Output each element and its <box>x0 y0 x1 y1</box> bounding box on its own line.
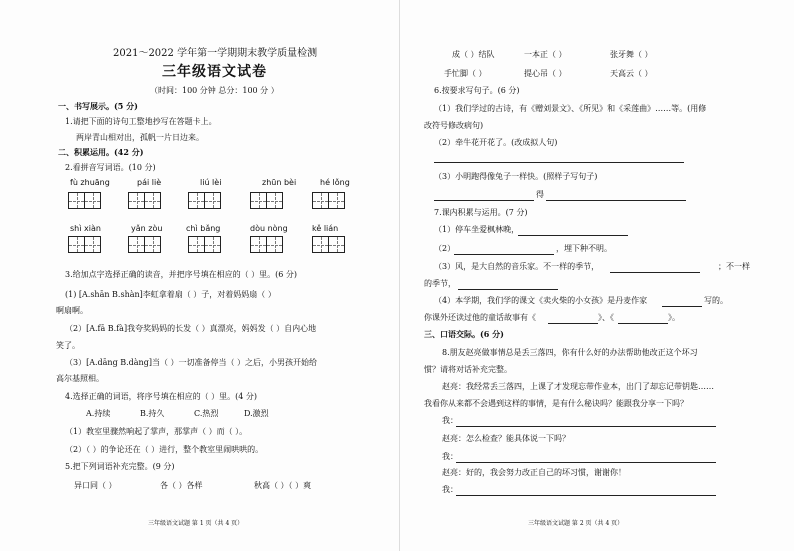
question-5: 5.把下列词语补充完整。(9 分) <box>65 462 175 471</box>
dialogue-me-2: 我： <box>442 452 458 461</box>
dialogue-zhaoliang-1-cont: 我看你从来都不会遇到这样的事情，是有什么秘诀吗？能跟我分享一下吗？ <box>424 399 688 408</box>
question-7-4: （4）本学期，我们学的课文《卖火柴的小女孩》是丹麦作家 <box>434 296 648 305</box>
question-7-4-mid: 》、《 <box>598 313 614 322</box>
pinyin-10: kě lián <box>312 224 339 233</box>
question-6-1-cont: 改符号修改病句) <box>424 121 484 130</box>
writing-box-pair[interactable] <box>250 236 282 253</box>
question-7: 7.课内积累与运用。(7 分) <box>434 208 528 217</box>
writing-box-pair[interactable] <box>312 192 344 209</box>
question-4-1: （1）教室里骤然响起了掌声，那掌声（ ）而（ ）。 <box>65 427 248 436</box>
question-7-2: ，埋下种不明。 <box>556 244 612 253</box>
question-7-4-end: 》。 <box>668 313 680 322</box>
idiom-8: 提心吊（ ） <box>524 69 567 78</box>
dialogue-zhaoliang-1: 赵亮：我经常丢三落四，上课了才发现忘带作业本，出门了却忘记带钥匙…… <box>442 382 714 391</box>
question-7-3-tail: ；不一样 <box>718 262 750 271</box>
dialogue-me-3: 我： <box>442 485 458 494</box>
question-3-1-cont: 啊扇啊。 <box>56 306 88 315</box>
writing-box-pair[interactable] <box>128 192 160 209</box>
pinyin-1: fù zhuāng <box>70 178 110 187</box>
option-b: B.持久 <box>140 409 165 418</box>
idiom-7: 手忙脚（ ） <box>444 69 487 78</box>
section-2-heading: 二、积累运用。(42 分) <box>58 147 144 157</box>
question-8-cont: 惯？请将对话补充完整。 <box>424 365 512 374</box>
answer-line[interactable] <box>456 495 716 496</box>
question-3-3-cont: 高尔基照相。 <box>56 374 104 383</box>
question-6-3: （3）小明跑得像兔子一样快。(照样子写句子) <box>434 172 598 181</box>
writing-box-pair[interactable] <box>188 192 220 209</box>
pinyin-6: shì xiàn <box>70 224 101 233</box>
question-3: 3.给加点字选择正确的读音，并把序号填在相应的（ ）里。(6 分) <box>65 270 298 279</box>
question-6-3-de: 得 <box>536 190 544 199</box>
answer-line[interactable] <box>434 162 684 163</box>
question-4-2: （2）（ ）的争论还在（ ）进行，整个教室里闹哄哄的。 <box>65 445 264 454</box>
question-6-1: （1）我们学过的古诗，有《赠刘景文》、《所见》和《采莲曲》……等。(用修 <box>434 104 707 113</box>
section-1-heading: 一、书写展示。(5 分) <box>58 101 138 111</box>
section-3-heading: 三、口语交际。(6 分) <box>424 329 504 339</box>
question-3-3: （3）[A.dāng B.dàng]当（ ）一切准备停当（ ）之后，小男孩开始给 <box>65 358 318 367</box>
page-footer: 三年级语文试题 第 1 页（共 4 页） <box>148 520 244 527</box>
question-4: 4.选择正确的词语，将序号填在相应的（ ）里。(4 分) <box>65 392 258 401</box>
answer-line[interactable] <box>458 289 558 290</box>
question-7-4-cont: 你课外还读过他的童话故事有《 <box>424 313 536 322</box>
question-3-1: (1) [A.shān B.shàn]李虹拿着扇（ ）子，对着妈妈扇（ ） <box>65 290 276 299</box>
pinyin-4: zhūn bèi <box>262 178 297 187</box>
question-7-4-tail: 写的。 <box>704 296 728 305</box>
answer-line[interactable] <box>518 235 628 236</box>
question-7-3: （3）风，是大自然的音乐家。不一样的季节， <box>434 262 600 271</box>
page-2 <box>400 0 794 551</box>
answer-line[interactable] <box>456 426 716 427</box>
question-3-2: （2）[A.fā B.fà]我夸奖妈妈的长发（ ）真漂亮，妈妈发（ ）自内心地 <box>65 324 317 333</box>
question-1: 1.请把下面的诗句工整地抄写在答题卡上。 <box>65 117 217 126</box>
pinyin-5: hé lǒng <box>320 178 350 187</box>
answer-line[interactable] <box>434 200 534 201</box>
option-c: C.热烈 <box>194 409 219 418</box>
idiom-9: 天高云（ ） <box>610 69 653 78</box>
pinyin-7: yǎn zòu <box>131 224 163 233</box>
dialogue-zhaoliang-2: 赵亮：怎么检查？能具体说一下吗？ <box>442 434 570 443</box>
question-6: 6.按要求写句子。(6 分) <box>434 86 520 95</box>
exam-title: 三年级语文试卷 <box>162 64 267 80</box>
idiom-2: 各（ ）各样 <box>160 481 203 490</box>
question-3-2-cont: 笑了。 <box>56 341 80 350</box>
answer-line[interactable] <box>610 272 700 273</box>
dialogue-zhaoliang-3: 赵亮：好的，我会努力改正自己的坏习惯，谢谢你！ <box>442 468 626 477</box>
time-info: （时间：100 分钟 总分：100 分 ） <box>150 86 279 95</box>
idiom-6: 张牙舞（ ） <box>610 50 653 59</box>
answer-line[interactable] <box>546 200 686 201</box>
question-7-3-cont: 的季节， <box>424 279 456 288</box>
option-a: A.持续 <box>86 409 111 418</box>
question-7-1: （1）停车坐爱枫林晚， <box>434 225 520 234</box>
answer-line[interactable] <box>456 462 716 463</box>
pinyin-3: liú lèi <box>200 178 222 187</box>
idiom-3: 秋高（ ）（ ）爽 <box>254 481 312 490</box>
question-7-2-num: （2） <box>434 244 456 253</box>
answer-line[interactable] <box>548 323 598 324</box>
pinyin-2: pái liè <box>137 178 162 187</box>
writing-box-pair[interactable] <box>188 236 220 253</box>
poem-line: 两岸青山相对出，孤帆一片日边来。 <box>76 133 204 142</box>
idiom-4: 成（ ）结队 <box>452 50 495 59</box>
pinyin-9: dòu nòng <box>250 224 288 233</box>
question-6-2: （2）牵牛花开花了。(改成拟人句) <box>434 138 558 147</box>
exam-header: 2021～2022 学年第一学期期末教学质量检测 <box>113 48 318 59</box>
option-d: D.激烈 <box>244 409 269 418</box>
writing-box-pair[interactable] <box>312 236 344 253</box>
writing-box-pair[interactable] <box>68 236 100 253</box>
question-2: 2.看拼音写词语。(10 分) <box>65 163 156 172</box>
answer-line[interactable] <box>618 323 668 324</box>
answer-line[interactable] <box>454 254 554 255</box>
page-footer: 三年级语文试题 第 2 页（共 4 页） <box>528 520 624 527</box>
writing-box-pair[interactable] <box>68 192 100 209</box>
idiom-5: 一本正（ ） <box>524 50 567 59</box>
question-8: 8.朋友赵亮做事情总是丢三落四，你有什么好的办法帮助他改正这个坏习 <box>442 348 698 357</box>
answer-line[interactable] <box>662 306 702 307</box>
writing-box-pair[interactable] <box>128 236 160 253</box>
dialogue-me-1: 我： <box>442 416 458 425</box>
writing-box-pair[interactable] <box>250 192 282 209</box>
idiom-1: 异口同（ ） <box>74 481 117 490</box>
pinyin-8: chì bǎng <box>186 224 221 233</box>
